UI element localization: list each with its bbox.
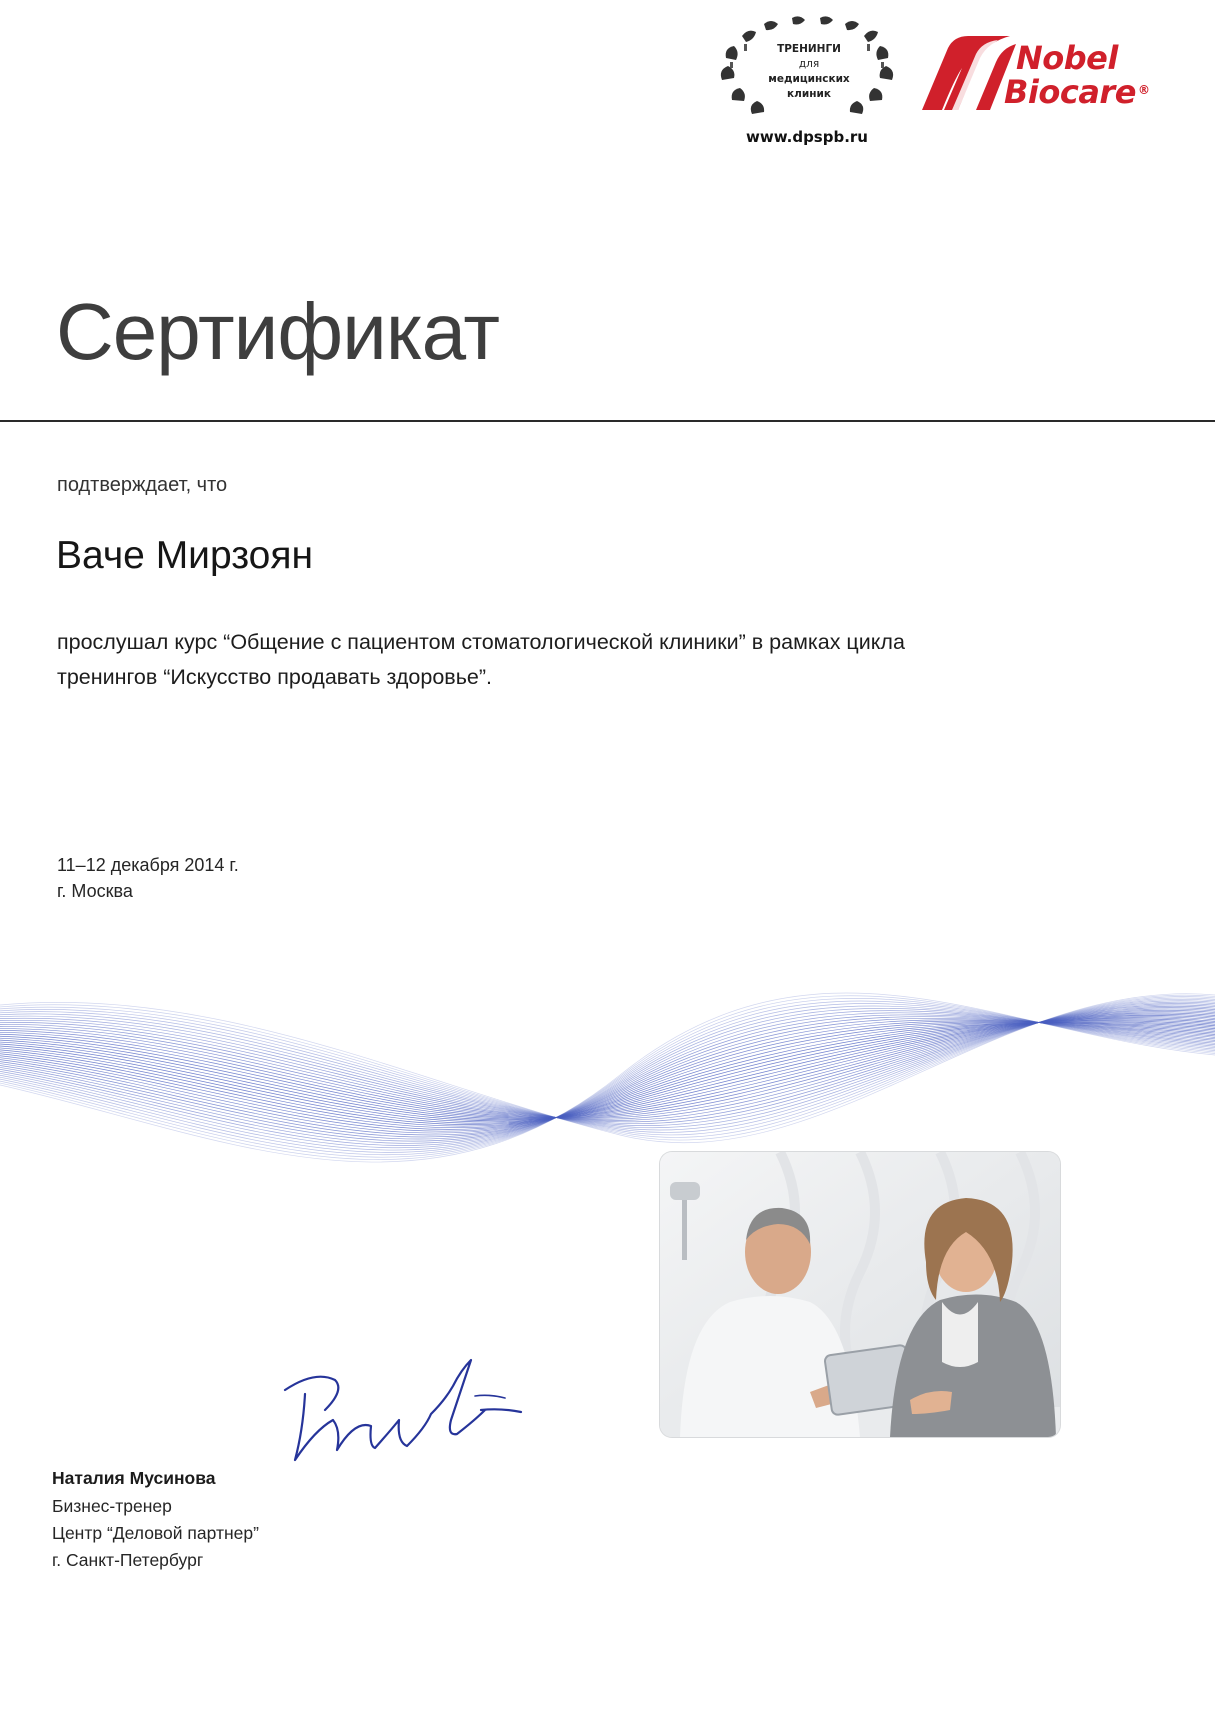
training-center-url: www.dpspb.ru <box>746 128 868 146</box>
logo-line-1: ТРЕНИНГИ <box>777 43 841 55</box>
wave-line <box>0 1009 1215 1119</box>
training-city: г. Москва <box>57 881 133 901</box>
recipient-name: Ваче Мирзоян <box>56 534 314 577</box>
training-date: 11–12 декабря 2014 г. <box>57 855 239 875</box>
wave-line <box>0 1003 1215 1152</box>
wave-line <box>0 1019 1215 1120</box>
doctor-patient-photo <box>660 1152 1060 1437</box>
course-line-1: прослушал курс “Общение с пациентом стоматологической клиники” в рамках цикла <box>57 630 905 654</box>
wave-line <box>0 1015 1215 1141</box>
handwritten-signature <box>275 1350 535 1490</box>
wave-line <box>0 993 1215 1162</box>
nobel-biocare-logo <box>918 28 1158 128</box>
confirms-text: подтверждает, что <box>57 474 228 496</box>
signatory-organization: Центр “Деловой партнер” <box>52 1523 259 1543</box>
registered-mark: ® <box>1138 83 1150 97</box>
logo-line-2: для <box>798 58 820 70</box>
wave-line <box>0 996 1215 1137</box>
wave-line <box>0 1011 1215 1146</box>
logo-line-4: клиник <box>787 88 831 100</box>
nobel-biocare-mark-icon <box>918 28 1018 118</box>
title-divider <box>0 420 1215 422</box>
logo-word-biocare: Biocare <box>1004 73 1136 111</box>
course-description <box>57 625 1157 695</box>
course-line-2: тренингов “Искусство продавать здоровье”. <box>57 665 493 689</box>
certificate-title: Сертификат <box>56 287 499 376</box>
signatory-city: г. Санкт-Петербург <box>52 1550 204 1570</box>
logo-word-nobel: Nobel <box>1016 39 1118 77</box>
wave-line <box>0 996 1215 1160</box>
training-center-logo <box>712 14 902 154</box>
signatory-role: Бизнес-тренер <box>52 1496 172 1516</box>
signatory-name: Наталия Мусинова <box>52 1468 216 1488</box>
logo-line-3: медицинских <box>768 73 850 85</box>
